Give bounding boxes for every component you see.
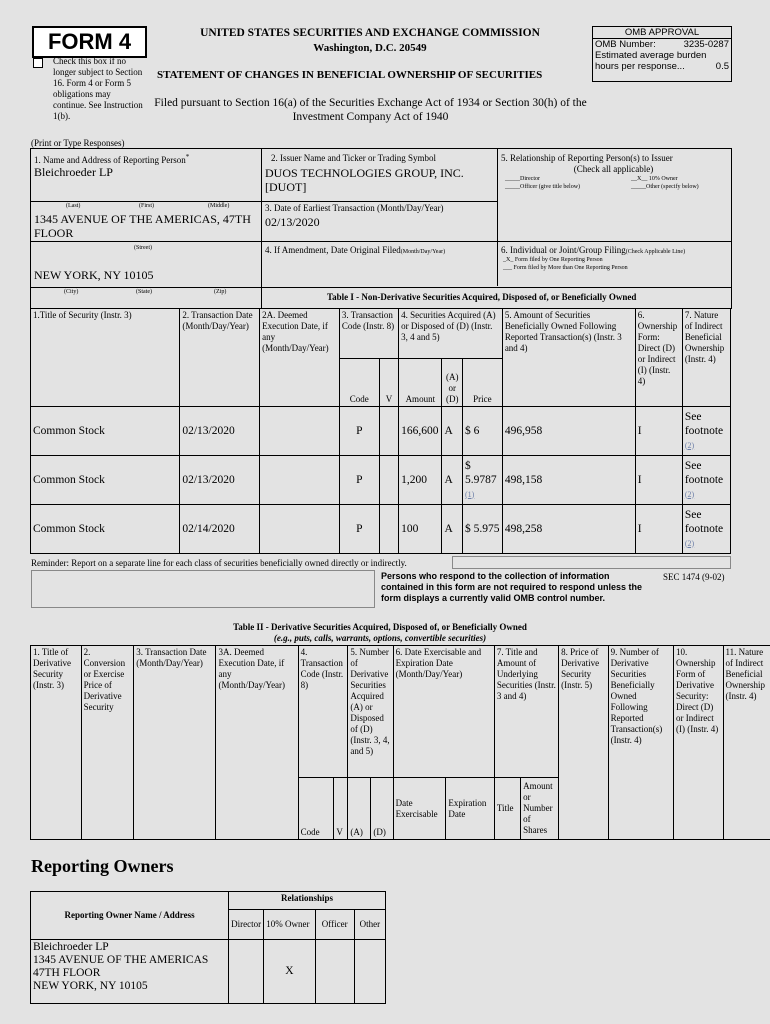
issuer-name: DUOS TECHNOLOGIES GROUP, INC. [DUOT] bbox=[265, 166, 464, 194]
t2-sub-title: Title bbox=[494, 778, 520, 840]
t1-r1-owned: 498,158 bbox=[502, 456, 635, 505]
rel-other: Other (specify below) bbox=[646, 184, 699, 190]
t1-h1: 1.Title of Security (Instr. 3) bbox=[31, 309, 180, 407]
t1-r0-date: 02/13/2020 bbox=[180, 407, 260, 456]
owners-col-officer: Officer bbox=[315, 910, 354, 940]
t2-h4: 4. Transaction Code (Instr. 8) bbox=[298, 646, 348, 778]
t1-r0-title: Common Stock bbox=[31, 407, 180, 456]
t1-r0-amount: 166,600 bbox=[399, 407, 442, 456]
owners-col-name: Reporting Owner Name / Address bbox=[31, 892, 229, 940]
table1 bbox=[30, 308, 731, 554]
t2-h3: 3. Transaction Date (Month/Day/Year) bbox=[134, 646, 216, 840]
table1-title: Table I - Non-Derivative Securities Acquired, Disposed of, or Beneficially Owned bbox=[327, 292, 637, 302]
box4-label: 4. If Amendment, Date Original Filed bbox=[265, 245, 401, 255]
t1-r0-form: I bbox=[635, 407, 682, 456]
reporting-owners-table bbox=[30, 891, 386, 1004]
omb-hours-label: hours per response... bbox=[595, 61, 685, 72]
owner-name: Bleichroeder LP bbox=[33, 941, 109, 953]
owners-col-other: Other bbox=[354, 910, 385, 940]
owner-addr3: NEW YORK, NY 10105 bbox=[33, 980, 148, 992]
box1-asterisk: * bbox=[185, 153, 190, 161]
box3-label: 3. Date of Earliest Transaction (Month/Day/Year) bbox=[265, 203, 444, 213]
t1-r0-nature: See footnote bbox=[684, 410, 724, 437]
owner-addr1: 1345 AVENUE OF THE AMERICAS bbox=[33, 954, 209, 966]
owner-addr2: 47TH FLOOR bbox=[33, 967, 101, 979]
reporting-boxes: 1. Name and Address of Reporting Person* Bleichroeder LP (Last) (First) (Middle) 1345 AVENUE OF THE AMERICAS, 47TH FLOOR (Street) NEW YORK, NY 10105 2. Issuer Name and Ticker or Trading Symbol DUOS TECHNOLOGIES GROUP, INC. [DUOT] 3. Date of Earliest Transaction (Month/Day/Year) 02/13/2020 4. If Amendment, Date Original Filed(Month/Day/Year) 5. Relationship of Reporting Person(s) to Issuer (Check all applicable) _____Director __X__ 10% Owner _____Officer (give title below) _____Other (specify below) 6. Individual or Joint/Group Filing(Check Applicable Line) _X_ Form filed by One Reporting Person ___ Form filed by More than One Reporting Person bbox=[30, 148, 732, 288]
t1-r2-code: P bbox=[339, 505, 379, 554]
label-street: (Street) bbox=[134, 245, 152, 251]
t1-r0-price: $ 6 bbox=[462, 407, 502, 456]
t1-r0-ad: A bbox=[442, 407, 462, 456]
table1-title-row bbox=[30, 286, 732, 309]
table2 bbox=[30, 645, 770, 840]
t1-r2-amount: 100 bbox=[399, 505, 442, 554]
t1-sub-ad: (A) or (D) bbox=[442, 359, 462, 407]
t1-r1-ad: A bbox=[442, 456, 462, 505]
omb-approval-box bbox=[592, 26, 732, 82]
print-type-note: (Print or Type Responses) bbox=[31, 138, 125, 148]
t2-h2: 2. Conversion or Exercise Price of Derivative Security bbox=[81, 646, 134, 840]
agency-name: UNITED STATES SECURITIES AND EXCHANGE COMMISSION bbox=[200, 27, 540, 39]
owners-col-ten-pct: 10% Owner bbox=[264, 910, 315, 940]
label-city: (City) bbox=[64, 289, 79, 295]
t1-h6: 6. Ownership Form: Direct (D) or Indirect (I) (Instr. 4) bbox=[635, 309, 682, 407]
table-row bbox=[31, 456, 731, 505]
box4-sub: (Month/Day/Year) bbox=[400, 249, 446, 255]
t2-sub-a: (A) bbox=[348, 778, 371, 840]
t1-r2-nature: See footnote bbox=[684, 508, 724, 535]
owners-col-director: Director bbox=[229, 910, 264, 940]
t2-h1: 1. Title of Derivative Security (Instr. 3) bbox=[31, 646, 82, 840]
box1-label: 1. Name and Address of Reporting Person bbox=[34, 155, 186, 165]
sec-code: SEC 1474 (9-02) bbox=[663, 572, 725, 582]
box2-label: 2. Issuer Name and Ticker or Trading Symbol bbox=[271, 153, 436, 163]
label-middle: (Middle) bbox=[208, 203, 230, 209]
filing-opt1: _X_ Form filed by One Reporting Person bbox=[503, 257, 603, 263]
filed-pursuant: Filed pursuant to Section 16(a) of the Securities Exchange Act of 1934 or Section 30(h) of the Investment Company Act of 1940 bbox=[154, 97, 587, 123]
t1-r2-title: Common Stock bbox=[31, 505, 180, 554]
t2-h6: 6. Date Exercisable and Expiration Date (Month/Day/Year) bbox=[393, 646, 494, 778]
t1-r1-code: P bbox=[339, 456, 379, 505]
statement-title: STATEMENT OF CHANGES IN BENEFICIAL OWNERSHIP OF SECURITIES bbox=[157, 69, 543, 81]
t1-h7: 7. Nature of Indirect Beneficial Ownership (Instr. 4) bbox=[682, 309, 730, 407]
t2-h3a: 3A. Deemed Execution Date, if any (Month/Day/Year) bbox=[216, 646, 298, 840]
t1-r1-amount: 1,200 bbox=[399, 456, 442, 505]
t2-h5: 5. Number of Derivative Securities Acquired (A) or Disposed of (D) (Instr. 3, 4, and 5) bbox=[348, 646, 393, 778]
t1-sub-v: V bbox=[379, 359, 398, 407]
owners-relationships: Relationships bbox=[229, 892, 386, 910]
reporting-person-city: NEW YORK, NY 10105 bbox=[34, 268, 154, 282]
label-last: (Last) bbox=[66, 203, 81, 209]
t2-h8: 8. Price of Derivative Security (Instr. 5) bbox=[559, 646, 609, 840]
reporting-person-name: Bleichroeder LP bbox=[34, 165, 113, 179]
t1-r1-price: $ 5.9787 bbox=[464, 459, 497, 486]
t1-h2: 2. Transaction Date (Month/Day/Year) bbox=[180, 309, 260, 407]
t1-sub-amount: Amount bbox=[399, 359, 442, 407]
footnote-link[interactable]: (2) bbox=[684, 440, 695, 450]
table-row bbox=[31, 940, 386, 1004]
t2-h11: 11. Nature of Indirect Beneficial Ownership (Instr. 4) bbox=[723, 646, 770, 840]
t2-h9: 9. Number of Derivative Securities Beneficially Owned Following Reported Transaction(s) (Instr. 4) bbox=[608, 646, 673, 840]
box6-label: 6. Individual or Joint/Group Filing bbox=[501, 245, 626, 255]
form-title: FORM 4 bbox=[47, 29, 132, 54]
table-row bbox=[31, 407, 731, 456]
t1-r2-form: I bbox=[635, 505, 682, 554]
label-first: (First) bbox=[139, 203, 154, 209]
omb-number-value: 3235-0287 bbox=[683, 39, 729, 50]
t2-sub-v: V bbox=[334, 778, 348, 840]
t1-sub-code: Code bbox=[339, 359, 379, 407]
t1-r2-price: $ 5.975 bbox=[462, 505, 502, 554]
table2-subtitle: (e.g., puts, calls, warrants, options, convertible securities) bbox=[273, 633, 487, 643]
t1-h2a: 2A. Deemed Execution Date, if any (Month/Day/Year) bbox=[260, 309, 340, 407]
box5-label: 5. Relationship of Reporting Person(s) to Issuer bbox=[501, 153, 673, 163]
t1-r2-ad: A bbox=[442, 505, 462, 554]
t1-r1-title: Common Stock bbox=[31, 456, 180, 505]
footnote-link[interactable]: (1) bbox=[464, 489, 475, 499]
t2-sub-amt: Amount or Number of Shares bbox=[521, 778, 559, 840]
reporting-owners-heading: Reporting Owners bbox=[31, 856, 174, 876]
form-title-box bbox=[32, 26, 147, 58]
reminder-box bbox=[31, 570, 375, 608]
omb-hours-value: 0.5 bbox=[715, 61, 729, 72]
box5-sub: (Check all applicable) bbox=[573, 164, 654, 174]
table-row bbox=[31, 505, 731, 554]
t1-h3: 3. Transaction Code (Instr. 8) bbox=[339, 309, 398, 359]
t1-r0-owned: 496,958 bbox=[502, 407, 635, 456]
t1-sub-price: Price bbox=[462, 359, 502, 407]
filing-opt2: ___ Form filed by More than One Reporting Person bbox=[503, 265, 628, 271]
omb-title: OMB APPROVAL bbox=[593, 27, 731, 39]
reporting-person-address: 1345 AVENUE OF THE AMERICAS, 47TH FLOOR bbox=[34, 212, 251, 240]
reminder-text: Reminder: Report on a separate line for each class of securities beneficially owned directly or indirectly. bbox=[31, 558, 407, 568]
t2-sub-exer: Date Exercisable bbox=[393, 778, 446, 840]
rel-ten-pct: __X__ 10% Owner bbox=[631, 176, 678, 182]
earliest-transaction-date: 02/13/2020 bbox=[265, 215, 320, 229]
t2-h10: 10. Ownership Form of Derivative Security: Direct (D) or Indirect (I) (Instr. 4) bbox=[673, 646, 723, 840]
omb-number-label: OMB Number: bbox=[595, 39, 656, 50]
t1-h4: 4. Securities Acquired (A) or Disposed of (D) (Instr. 3, 4 and 5) bbox=[399, 309, 503, 359]
rel-officer: Officer (give title below) bbox=[520, 184, 581, 190]
t1-r1-form: I bbox=[635, 456, 682, 505]
box6-sub: (Check Applicable Line) bbox=[625, 249, 686, 255]
agency-location: Washington, D.C. 20549 bbox=[313, 42, 427, 54]
label-state: (State) bbox=[136, 289, 152, 295]
t2-sub-exp: Expiration Date bbox=[446, 778, 494, 840]
footnote-link[interactable]: (2) bbox=[684, 489, 695, 499]
owner-ten-pct-mark: X bbox=[264, 940, 315, 1004]
t1-r2-date: 02/14/2020 bbox=[180, 505, 260, 554]
t1-r0-code: P bbox=[339, 407, 379, 456]
t1-r2-owned: 498,258 bbox=[502, 505, 635, 554]
omb-burden-label: Estimated average burden bbox=[595, 50, 707, 61]
table2-title: Table II - Derivative Securities Acquired, Disposed of, or Beneficially Owned bbox=[233, 622, 527, 632]
rel-director: Director bbox=[520, 176, 540, 182]
persons-respond-notice: Persons who respond to the collection of information contained in this form are not required to respond unless the form displays a currently valid OMB control number. bbox=[381, 571, 643, 603]
no-longer-subject-checkbox[interactable] bbox=[33, 58, 43, 68]
t1-h5: 5. Amount of Securities Beneficially Owned Following Reported Transaction(s) (Instr. 3 and 4) bbox=[502, 309, 635, 407]
t1-r1-nature: See footnote bbox=[684, 459, 724, 486]
checkbox-text: Check this box if no longer subject to Section 16. Form 4 or Form 5 obligations may continue. See Instruction 1(b). bbox=[53, 56, 143, 121]
reminder-field[interactable] bbox=[452, 556, 731, 569]
t1-r1-date: 02/13/2020 bbox=[180, 456, 260, 505]
footnote-link[interactable]: (2) bbox=[684, 538, 695, 548]
t2-h7: 7. Title and Amount of Underlying Securities (Instr. 3 and 4) bbox=[494, 646, 558, 778]
label-zip: (Zip) bbox=[214, 289, 227, 295]
t2-sub-d: (D) bbox=[371, 778, 393, 840]
t2-sub-code: Code bbox=[298, 778, 334, 840]
